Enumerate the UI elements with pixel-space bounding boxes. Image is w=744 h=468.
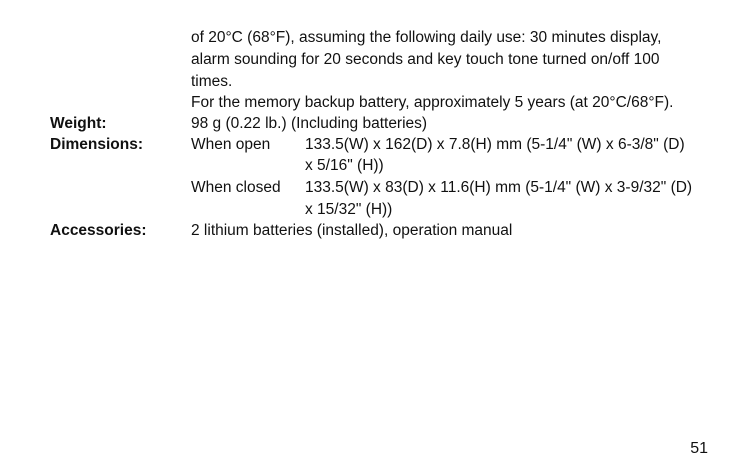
weight-label: Weight:: [50, 115, 107, 132]
spec-text-line-3: times.: [191, 73, 233, 90]
accessories-label: Accessories:: [50, 222, 147, 239]
dimensions-closed-condition: When closed: [191, 179, 281, 196]
dimensions-closed-line-1: 133.5(W) x 83(D) x 11.6(H) mm (5-1/4" (W) x 3-9/32" (D): [305, 179, 693, 196]
page-number: 51: [690, 440, 708, 457]
accessories-value: 2 lithium batteries (installed), operation manual: [191, 222, 513, 239]
battery-backup-line: For the memory backup battery, approximately 5 years (at 20°C/68°F).: [191, 94, 674, 111]
dimensions-closed-line-2: x 15/32" (H)): [305, 201, 393, 218]
spec-text-line-1: of 20°C (68°F), assuming the following daily use: 30 minutes display,: [191, 29, 662, 46]
dimensions-open-condition: When open: [191, 136, 271, 153]
dimensions-open-line-1: 133.5(W) x 162(D) x 7.8(H) mm (5-1/4" (W) x 6-3/8" (D): [305, 136, 685, 153]
weight-value: 98 g (0.22 lb.) (Including batteries): [191, 115, 428, 132]
dimensions-open-line-2: x 5/16" (H)): [305, 157, 384, 174]
spec-text-line-2: alarm sounding for 20 seconds and key touch tone turned on/off 100: [191, 51, 660, 68]
dimensions-label: Dimensions:: [50, 136, 144, 153]
